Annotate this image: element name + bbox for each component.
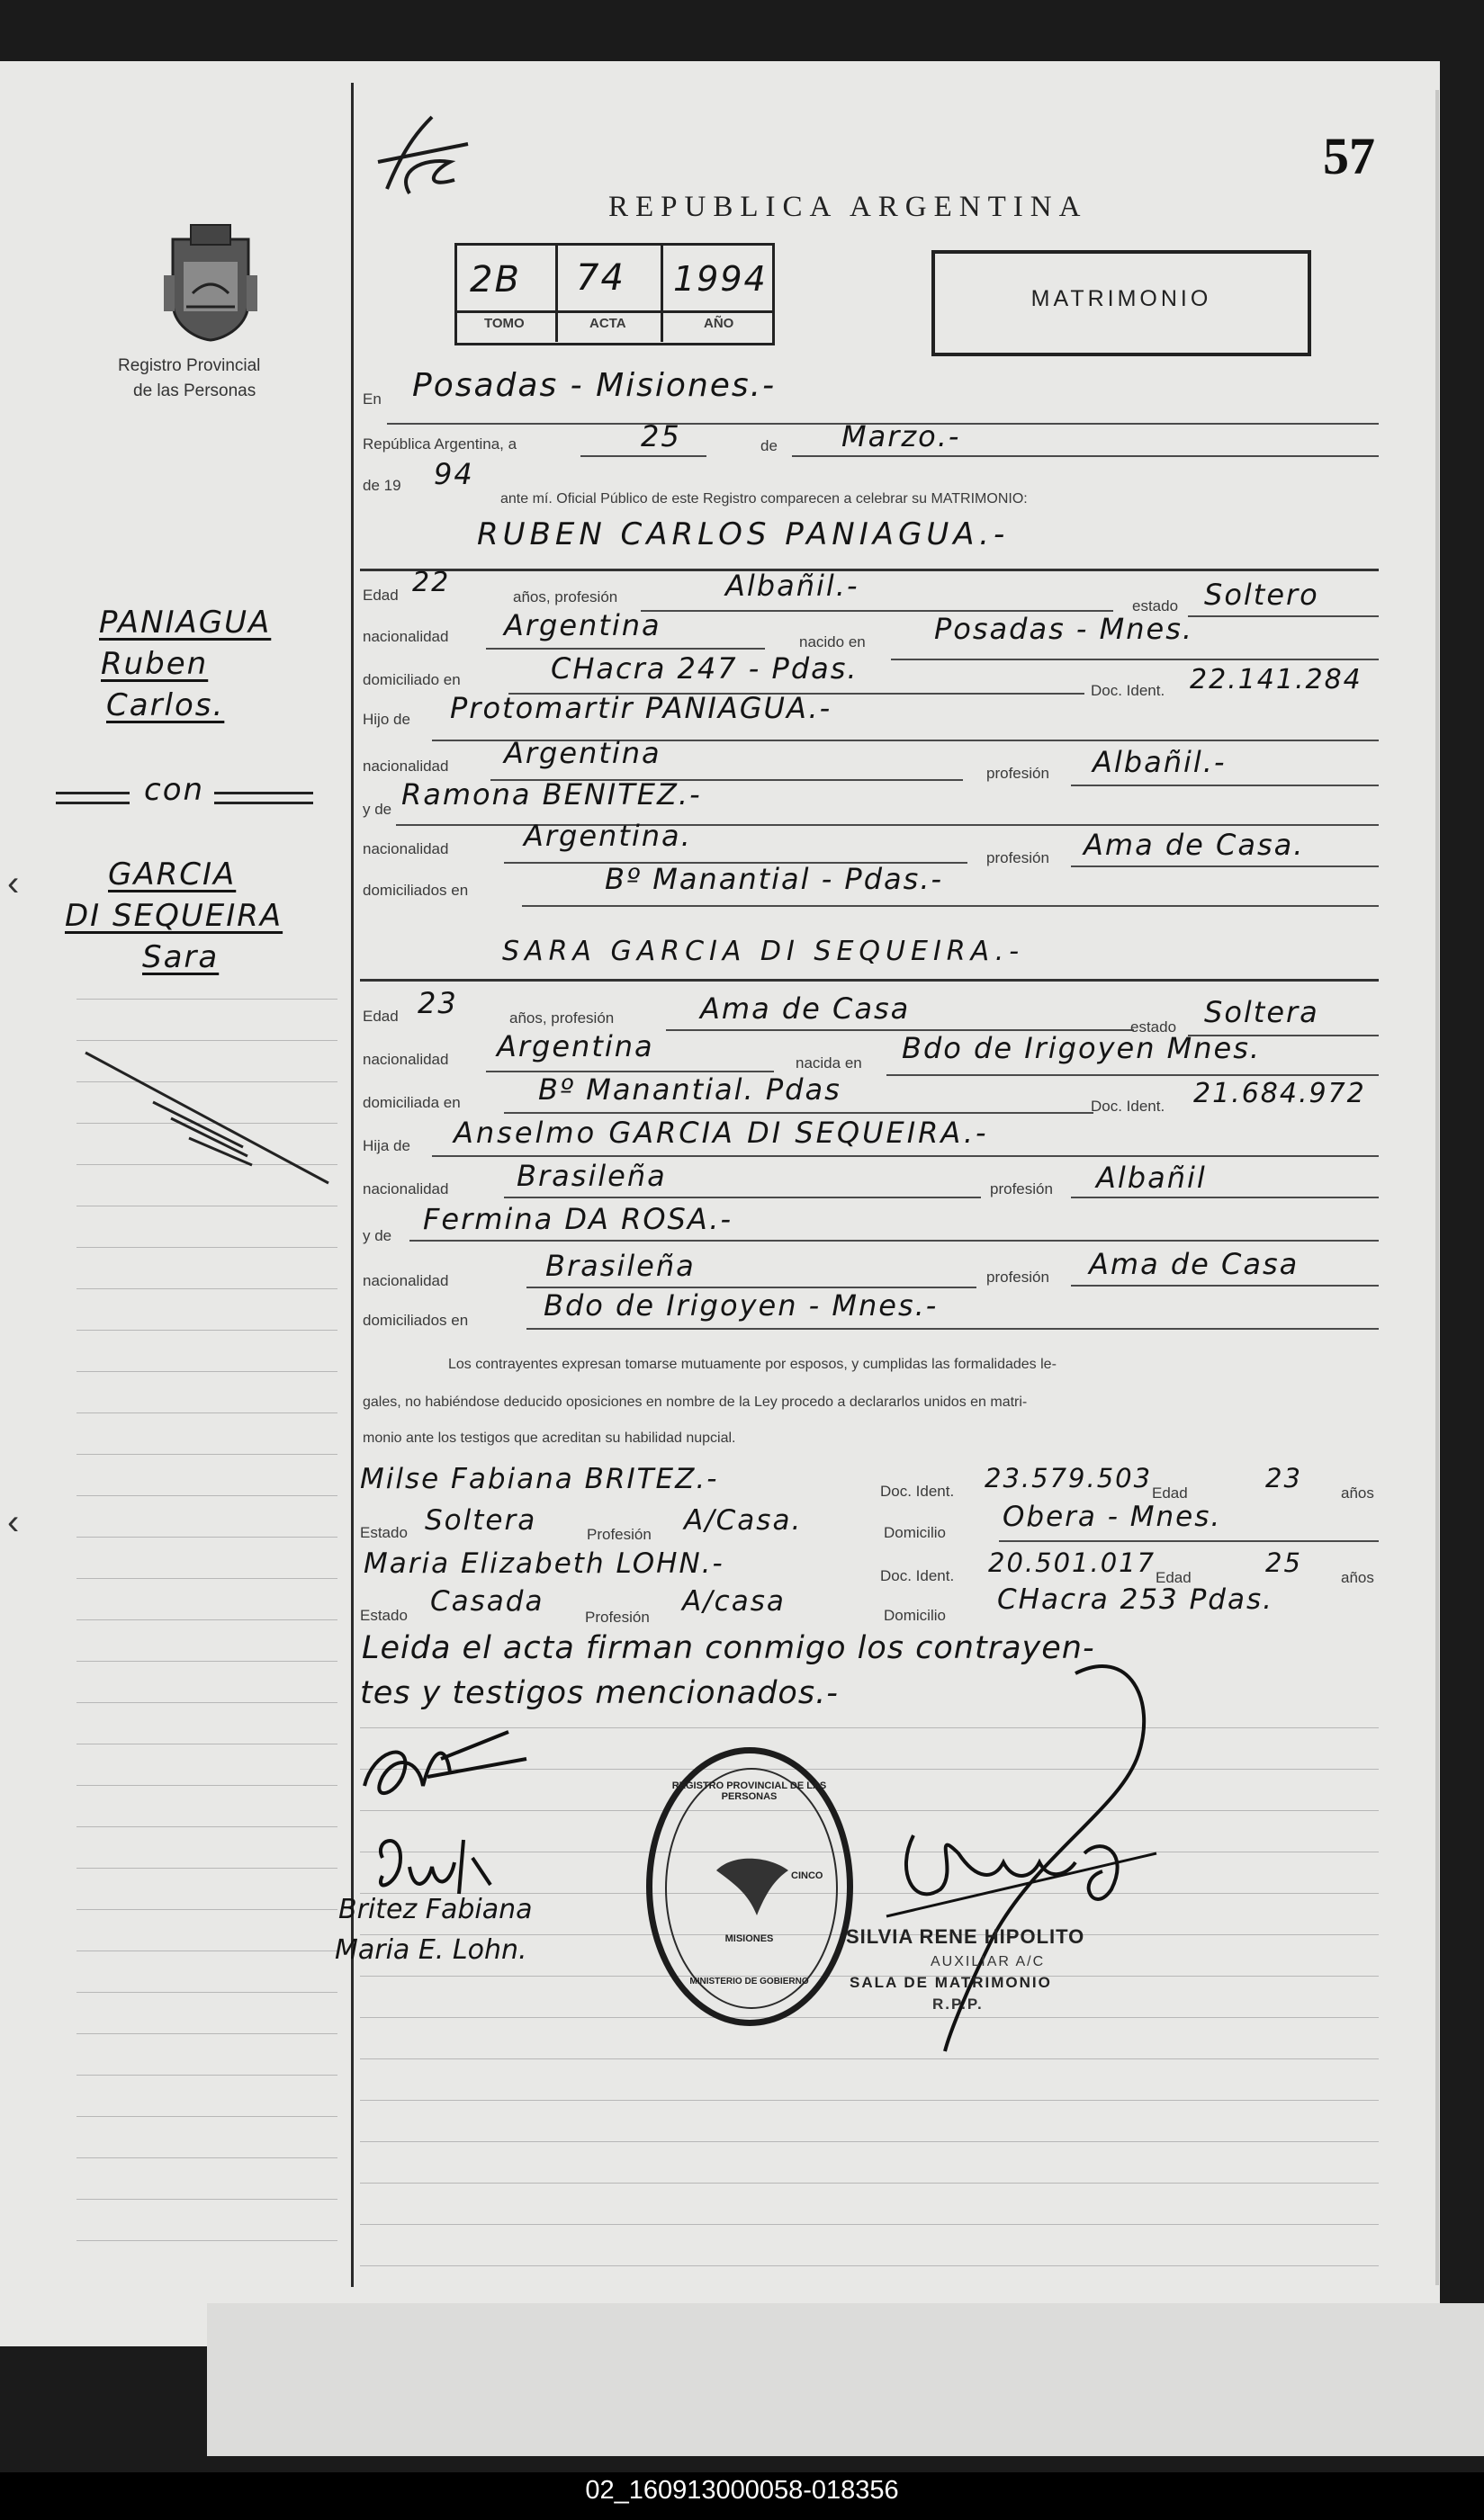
officer-stamp-office: SALA DE MATRIMONIO	[850, 1974, 1052, 1991]
witness1-name: Milse Fabiana BRITEZ.-	[360, 1463, 719, 1495]
bride-mother-profession: Ama de Casa	[1089, 1247, 1300, 1281]
label-profesion-gmother: profesión	[986, 849, 1049, 866]
bfather-nat-line	[504, 1197, 981, 1198]
margin-groom-surname: PANIAGUA	[99, 605, 272, 641]
margin-ruled-line	[76, 2199, 337, 2200]
record-type: MATRIMONIO	[1030, 286, 1212, 311]
witness2-name: Maria Elizabeth LOHN.-	[364, 1547, 724, 1580]
seal-bottom-text: MINISTERIO DE GOBIERNO	[689, 1977, 809, 1986]
seal-top-text: REGISTRO PROVINCIAL DE LAS PERSONAS	[671, 1780, 827, 1802]
body-ruled-line	[360, 2224, 1379, 2225]
binding-mark-2: ‹	[7, 1502, 20, 1542]
office-line2: de las Personas	[133, 381, 256, 400]
label-estado-bride: estado	[1130, 1018, 1177, 1036]
witness2-age: 25	[1265, 1547, 1302, 1578]
margin-ruled-line	[76, 1909, 337, 1910]
gmother-prof-line	[1071, 865, 1379, 867]
margin-ruled-line	[76, 2157, 337, 2158]
label-nacionalidad-bmother: nacionalidad	[363, 1272, 449, 1289]
groom-domicile: CHacra 247 - Pdas.	[551, 651, 859, 686]
witness2-domicile: CHacra 253 Pdas.	[997, 1583, 1273, 1616]
declaration-line2: gales, no habiéndose deducido oposiciones en nombre de la Ley procedo a declararlos unidos en matri-	[363, 1395, 1028, 1410]
groom-age: 22	[412, 567, 451, 598]
margin-ruled-line	[76, 2075, 337, 2076]
margin-ruled-line	[76, 2116, 337, 2117]
margin-cancel-strokes	[81, 1048, 333, 1192]
label-w2-profesion: Profesión	[585, 1609, 650, 1626]
officer-stamp-rpp: R.P.P.	[932, 1995, 984, 2013]
bride-full-name: SARA GARCIA DI SEQUEIRA.-	[502, 936, 1025, 967]
underlying-sheet	[207, 2303, 1484, 2456]
label-estado-groom: estado	[1132, 597, 1179, 614]
bride-mother-line	[409, 1240, 1379, 1242]
margin-ruled-line	[76, 999, 337, 1000]
acta-value: 74	[576, 257, 625, 299]
witness1-profession: A/Casa.	[684, 1504, 803, 1537]
label-w2-estado: Estado	[360, 1607, 408, 1624]
bride-doc: 21.684.972	[1193, 1078, 1366, 1109]
bmother-prof-line	[1071, 1285, 1379, 1287]
label-nacionalidad-groom: nacionalidad	[363, 628, 449, 645]
margin-bride-surname: GARCIA	[108, 856, 237, 892]
margin-con-line-right	[214, 792, 313, 804]
label-w1-doc: Doc. Ident.	[880, 1483, 955, 1500]
groom-name-rule	[360, 569, 1379, 571]
margin-ruled-line	[76, 1619, 337, 1620]
body-ruled-line	[360, 2100, 1379, 2101]
margin-ruled-line	[76, 1330, 337, 1331]
registry-box-div2	[661, 243, 663, 342]
margin-ruled-line	[76, 1412, 337, 1413]
country-title: REPUBLICA ARGENTINA	[608, 191, 1088, 223]
bride-domicile: Bº Manantial. Pdas	[538, 1072, 841, 1107]
initials-scribble	[369, 108, 486, 216]
groom-doc: 22.141.284	[1190, 664, 1363, 695]
groom-full-name: RUBEN CARLOS PANIAGUA.-	[477, 516, 1010, 552]
groom-status-line	[1188, 615, 1379, 617]
label-profesion-gfather: profesión	[986, 765, 1049, 782]
label-de: de	[760, 437, 778, 454]
seal-map-emblem	[703, 1843, 802, 1924]
bride-father: Anselmo GARCIA DI SEQUEIRA.-	[454, 1116, 989, 1150]
closing-line1: Leida el acta firman conmigo los contrayen-	[362, 1630, 1095, 1666]
witness2-doc: 20.501.017	[988, 1547, 1156, 1578]
label-w2-anos: años	[1341, 1569, 1374, 1586]
bride-mother: Fermina DA ROSA.-	[423, 1202, 733, 1236]
label-edad-bride: Edad	[363, 1008, 399, 1025]
bride-parents-domicile: Bdo de Irigoyen - Mnes.-	[544, 1288, 939, 1323]
day-line	[580, 455, 706, 457]
label-hija-de: Hija de	[363, 1137, 410, 1154]
seal-right-text: CINCO	[791, 1870, 823, 1881]
margin-ruled-line	[76, 2033, 337, 2034]
bride-mother-nationality: Brasileña	[545, 1249, 696, 1283]
witness1-domicile: Obera - Mnes.	[1003, 1501, 1222, 1533]
label-nacido-en: nacido en	[799, 633, 866, 650]
groom-mother: Ramona BENITEZ.-	[401, 777, 702, 812]
bride-birthplace: Bdo de Irigoyen Mnes.	[902, 1031, 1262, 1065]
bfather-prof-line	[1071, 1197, 1379, 1198]
bride-age: 23	[418, 986, 458, 1020]
bride-father-line	[432, 1155, 1379, 1157]
margin-bride-name: Sara	[142, 939, 220, 975]
closing-line2: tes y testigos mencionados.-	[360, 1675, 839, 1711]
label-doc-groom: Doc. Ident.	[1091, 682, 1165, 699]
witness1-status: Soltera	[425, 1504, 537, 1537]
label-y-de-groom: y de	[363, 801, 392, 818]
body-ruled-line	[360, 2141, 1379, 2142]
body-ruled-line	[360, 2183, 1379, 2184]
month-line	[792, 455, 1379, 457]
margin-ruled-line	[76, 1785, 337, 1786]
city-value: Posadas - Misiones.-	[412, 367, 777, 404]
page-right-edge	[1435, 90, 1439, 2285]
label-nacionalidad-gmother: nacionalidad	[363, 840, 449, 857]
witness2-status: Casada	[430, 1585, 544, 1618]
officer-stamp-role: AUXILIAR A/C	[931, 1954, 1046, 1969]
label-anos-profesion-bride: años, profesión	[509, 1009, 615, 1027]
label-ante: ante mí. Oficial Público de este Registro comparecen a celebrar su MATRIMONIO:	[500, 491, 1028, 507]
label-w2-edad: Edad	[1156, 1569, 1192, 1586]
groom-birthplace-line	[891, 659, 1379, 660]
margin-groom-name1: Ruben	[101, 646, 209, 682]
w1-line	[999, 1540, 1379, 1542]
bride-name-rule	[360, 979, 1379, 982]
margin-ruled-line	[76, 2240, 337, 2241]
ano-label: AÑO	[704, 316, 734, 331]
label-w1-edad: Edad	[1152, 1484, 1188, 1502]
officer-stamp-name: SILVIA RENE HIPOLITO	[846, 1925, 1085, 1948]
seal-center-text: MISIONES	[724, 1933, 774, 1944]
bride-birthplace-line	[886, 1074, 1379, 1076]
bride-profession: Ama de Casa	[700, 991, 911, 1026]
bride-nationality: Argentina	[497, 1029, 654, 1063]
ano-value: 1994	[673, 259, 768, 299]
groom-birthplace: Posadas - Mnes.	[934, 612, 1194, 646]
official-seal	[646, 1747, 853, 2026]
margin-ruled-line	[76, 1288, 337, 1289]
label-hijo-de: Hijo de	[363, 711, 410, 728]
bride-status: Soltera	[1204, 995, 1319, 1029]
gparents-dom-line	[522, 905, 1379, 907]
bride-father-nationality: Brasileña	[517, 1159, 667, 1193]
declaration-line1: Los contrayentes expresan tomarse mutuamente por esposos, y cumplidas las formalidades le-	[448, 1357, 1057, 1372]
image-id-caption: 02_160913000058-018356	[585, 2476, 899, 2505]
groom-father-profession: Albañil.-	[1093, 745, 1227, 779]
label-domiciliados-groom: domiciliados en	[363, 882, 469, 899]
witness1-doc: 23.579.503	[985, 1463, 1153, 1493]
label-profesion-bmother: profesión	[986, 1269, 1049, 1286]
label-edad-groom: Edad	[363, 587, 399, 604]
tomo-value: 2B	[470, 259, 521, 300]
label-domiciliados-bride: domiciliados en	[363, 1312, 469, 1329]
label-en: En	[363, 390, 382, 408]
label-anos-profesion-groom: años, profesión	[513, 588, 618, 605]
month-value: Marzo.-	[841, 419, 961, 453]
label-nacionalidad-gfather: nacionalidad	[363, 758, 449, 775]
groom-profession: Albañil.-	[725, 569, 859, 603]
gfather-prof-line	[1071, 785, 1379, 786]
registry-box-hline	[454, 310, 772, 313]
label-w2-domicilio: Domicilio	[884, 1607, 946, 1624]
groom-nationality: Argentina	[504, 608, 661, 642]
label-doc-bride: Doc. Ident.	[1091, 1098, 1165, 1115]
margin-ruled-line	[76, 1826, 337, 1827]
label-profesion-bfather: profesión	[990, 1180, 1053, 1197]
label-w1-anos: años	[1341, 1484, 1374, 1502]
margin-ruled-line	[76, 1495, 337, 1496]
witness2-profession: A/casa	[682, 1585, 786, 1618]
day-value: 25	[641, 419, 681, 453]
office-line1: Registro Provincial	[118, 356, 261, 375]
margin-ruled-line	[76, 1247, 337, 1248]
declaration-line3: monio ante los testigos que acreditan su habilidad nupcial.	[363, 1430, 736, 1446]
groom-nationality-line	[486, 648, 765, 650]
groom-status: Soltero	[1204, 578, 1319, 612]
page-number: 57	[1323, 127, 1375, 185]
margin-bride-surname2: DI SEQUEIRA	[65, 898, 283, 934]
year-value: 94	[434, 457, 474, 491]
bparents-dom-line	[526, 1328, 1379, 1330]
label-w2-doc: Doc. Ident.	[880, 1567, 955, 1584]
witness1-age: 23	[1265, 1463, 1302, 1493]
label-w1-profesion: Profesión	[587, 1526, 652, 1543]
bride-domicile-line	[504, 1112, 1093, 1114]
label-w1-domicilio: Domicilio	[884, 1524, 946, 1541]
margin-con: con	[144, 772, 205, 808]
label-republica: República Argentina, a	[363, 435, 517, 453]
label-nacionalidad-bfather: nacionalidad	[363, 1180, 449, 1197]
groom-father-nationality: Argentina	[504, 736, 661, 770]
label-nacida-en: nacida en	[796, 1054, 862, 1072]
margin-ruled-line	[76, 1537, 337, 1538]
margin-ruled-line	[76, 1040, 337, 1041]
body-ruled-line	[360, 2265, 1379, 2266]
bride-father-profession: Albañil	[1096, 1161, 1207, 1195]
label-de19: de 19	[363, 477, 401, 494]
groom-father: Protomartir PANIAGUA.-	[450, 691, 832, 725]
label-nacionalidad-bride: nacionalidad	[363, 1051, 449, 1068]
margin-ruled-line	[76, 1454, 337, 1455]
registry-crest	[155, 221, 266, 344]
officer-signature	[859, 1646, 1201, 2069]
registry-box-div1	[555, 243, 558, 342]
margin-ruled-line	[76, 1661, 337, 1662]
acta-label: ACTA	[589, 316, 626, 331]
binding-mark-1: ‹	[7, 864, 20, 903]
label-w1-estado: Estado	[360, 1524, 408, 1541]
margin-con-line-left	[56, 792, 130, 804]
witness1-signature-name: Britez Fabiana	[338, 1894, 533, 1925]
tomo-label: TOMO	[484, 316, 525, 331]
margin-groom-name2: Carlos.	[106, 687, 225, 723]
margin-ruled-line	[76, 1371, 337, 1372]
margin-ruled-line	[76, 1992, 337, 1993]
label-domiciliado-groom: domiciliado en	[363, 671, 461, 688]
groom-parents-domicile: Bº Manantial - Pdas.-	[605, 862, 944, 896]
label-domiciliada-bride: domiciliada en	[363, 1094, 461, 1111]
groom-mother-profession: Ama de Casa.	[1084, 828, 1305, 862]
witness2-signature-name: Maria E. Lohn.	[335, 1934, 527, 1966]
margin-ruled-line	[76, 1578, 337, 1579]
label-y-de-bride: y de	[363, 1227, 392, 1244]
margin-ruled-line	[76, 1702, 337, 1703]
groom-mother-nationality: Argentina.	[524, 819, 692, 853]
margin-ruled-line	[76, 1868, 337, 1869]
